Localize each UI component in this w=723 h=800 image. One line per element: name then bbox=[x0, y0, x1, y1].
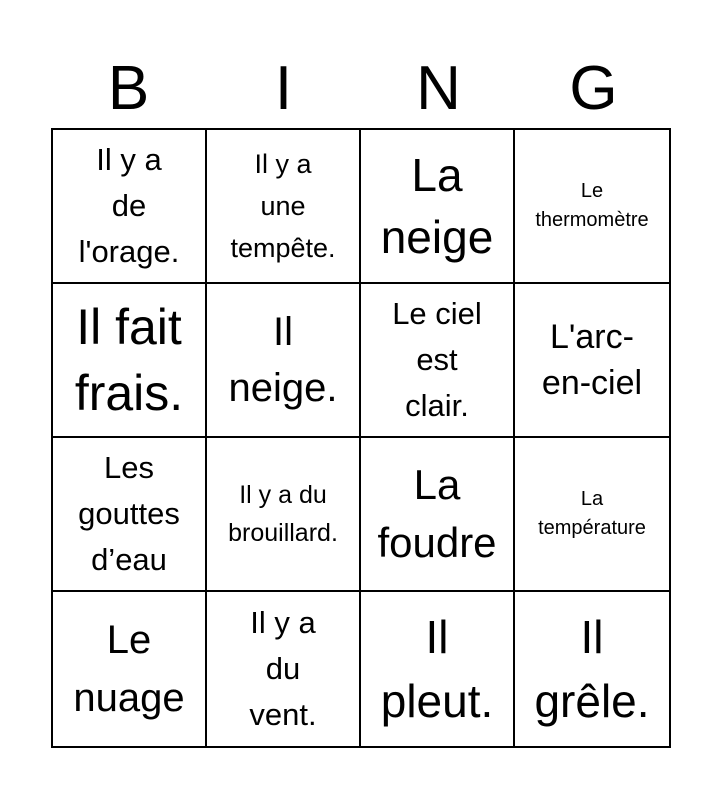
cell-text: Il fait frais. bbox=[74, 299, 184, 421]
cell-text: Il y a du vent. bbox=[249, 605, 317, 732]
header-letter-g: G bbox=[569, 54, 618, 123]
bingo-cell-r2-c4[interactable] bbox=[515, 284, 669, 438]
cell-text: Le ciel est clair. bbox=[392, 296, 482, 423]
bingo-cell-r4-c1[interactable] bbox=[53, 592, 207, 746]
cell-text: Il grêle. bbox=[534, 611, 650, 727]
cell-text: Il neige. bbox=[228, 310, 338, 410]
bingo-cell-r1-c3[interactable] bbox=[361, 130, 515, 284]
cell-text: Il pleut. bbox=[380, 611, 494, 727]
cell-text: Le thermomètre bbox=[535, 180, 649, 231]
bingo-cell-r3-c1[interactable] bbox=[53, 438, 207, 592]
bingo-cell-r4-c3[interactable] bbox=[361, 592, 515, 746]
header-letter-b: B bbox=[107, 54, 150, 123]
header-letter-n: N bbox=[416, 54, 461, 123]
cell-text: Il y a de l'orage. bbox=[78, 142, 180, 269]
cell-text: Les gouttes d’eau bbox=[78, 450, 180, 577]
cell-text: L'arc- en-ciel bbox=[541, 318, 643, 402]
bingo-header bbox=[51, 50, 671, 128]
cell-text: Le nuage bbox=[73, 618, 185, 720]
cell-text: Il y a une tempête. bbox=[230, 149, 336, 263]
bingo-cell-r4-c4[interactable] bbox=[515, 592, 669, 746]
bingo-cell-r1-c2[interactable] bbox=[207, 130, 361, 284]
header-letter-i: I bbox=[274, 54, 293, 123]
cell-text: Il y a du brouillard. bbox=[228, 481, 338, 547]
bingo-cell-r2-c1[interactable] bbox=[53, 284, 207, 438]
bingo-cell-r1-c1[interactable] bbox=[53, 130, 207, 284]
bingo-cell-r3-c3[interactable] bbox=[361, 438, 515, 592]
cell-text: La foudre bbox=[377, 461, 497, 566]
bingo-cell-r2-c3[interactable] bbox=[361, 284, 515, 438]
bingo-cell-r1-c4[interactable] bbox=[515, 130, 669, 284]
bingo-card bbox=[51, 128, 671, 748]
bingo-cell-r3-c2[interactable] bbox=[207, 438, 361, 592]
cell-text: La neige bbox=[380, 149, 494, 263]
bingo-cell-r4-c2[interactable] bbox=[207, 592, 361, 746]
cell-text: La température bbox=[538, 488, 646, 539]
bingo-cell-r2-c2[interactable] bbox=[207, 284, 361, 438]
bingo-cell-r3-c4[interactable] bbox=[515, 438, 669, 592]
